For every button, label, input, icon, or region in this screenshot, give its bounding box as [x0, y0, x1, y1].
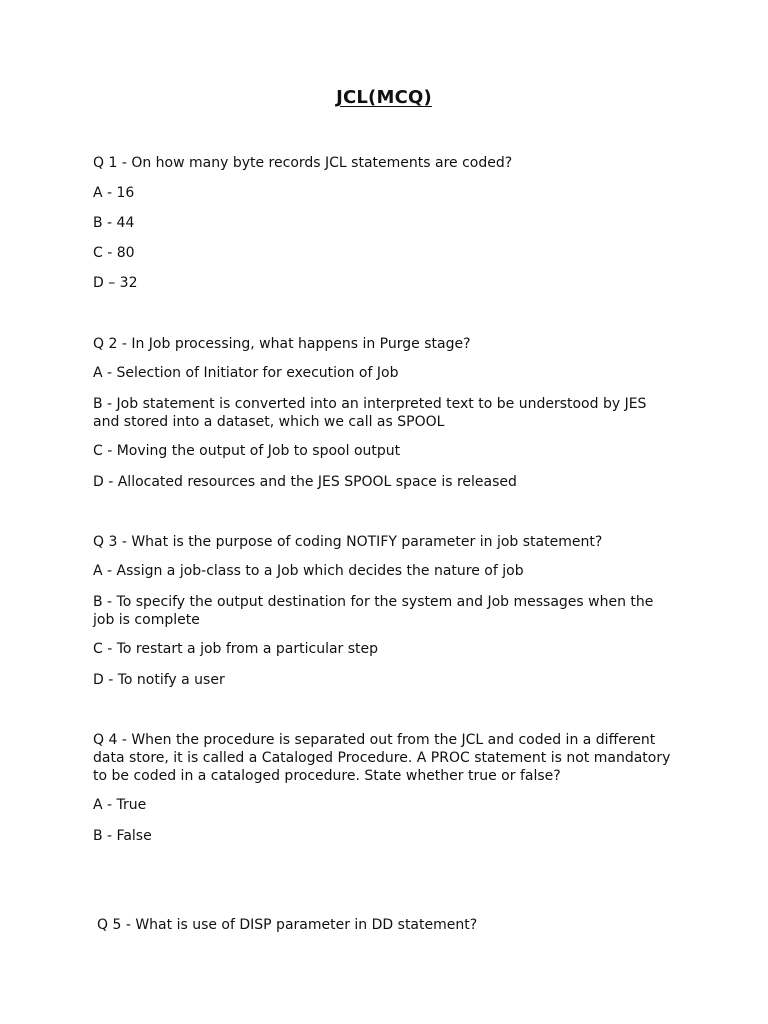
question-1-option-b: B - 44	[93, 215, 135, 231]
question-4-text: Q 4 - When the procedure is separated out from the JCL and coded in a different data store, it is called a Cataloged Procedure. A PROC statement is not mandatory to be coded in a cataloged procedure. State whether true or false?	[93, 732, 671, 784]
question-1-option-c: C - 80	[93, 245, 135, 261]
question-3-option-d: D - To notify a user	[93, 672, 225, 688]
question-3-option-a: A - Assign a job-class to a Job which decides the nature of job	[93, 563, 524, 579]
question-2-option-c: C - Moving the output of Job to spool output	[93, 443, 401, 459]
question-1-text: Q 1 - On how many byte records JCL statements are coded?	[93, 155, 513, 171]
question-3-option-b: B - To specify the output destination for the system and Job messages when the job is complete	[93, 594, 654, 628]
question-1-option-a: A - 16	[93, 185, 135, 201]
question-2-option-d: D - Allocated resources and the JES SPOOL space is released	[93, 474, 517, 490]
question-4-option-b: B - False	[93, 828, 152, 844]
question-3-text: Q 3 - What is the purpose of coding NOTIFY parameter in job statement?	[93, 534, 603, 550]
question-2-option-a: A - Selection of Initiator for execution of Job	[93, 365, 399, 381]
question-3-option-c: C - To restart a job from a particular step	[93, 641, 379, 657]
question-4-option-a: A - True	[93, 797, 147, 813]
question-1-option-d: D – 32	[93, 275, 138, 291]
question-5-text: Q 5 - What is use of DISP parameter in DD statement?	[97, 917, 478, 933]
question-2-option-b: B - Job statement is converted into an interpreted text to be understood by JES and stored into a dataset, which we call as SPOOL	[93, 396, 647, 430]
document-title: JCL(MCQ)	[336, 87, 432, 108]
question-2-text: Q 2 - In Job processing, what happens in Purge stage?	[93, 336, 471, 352]
